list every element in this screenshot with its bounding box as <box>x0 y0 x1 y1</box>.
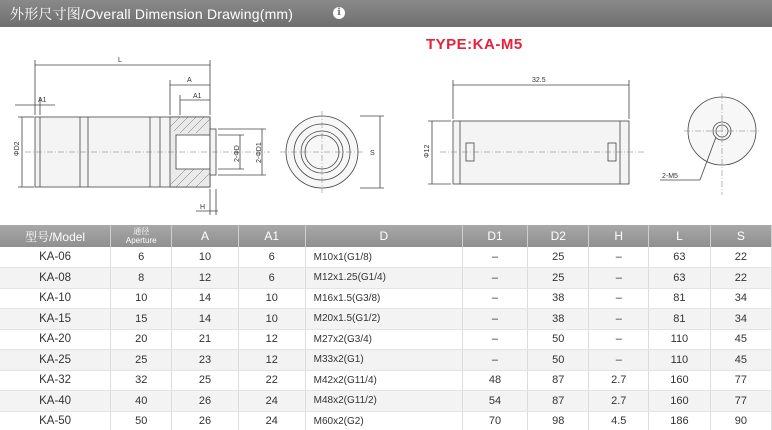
table-row <box>0 329 772 350</box>
cell-a: 12 <box>172 268 239 289</box>
dim-A-label: A <box>187 77 192 84</box>
cell-d1: 48 <box>462 370 527 391</box>
dim-D-label: 2-ΦD <box>234 145 241 162</box>
cell-a: 21 <box>172 329 239 350</box>
cell-a: 10 <box>172 247 239 268</box>
cell-h: – <box>589 268 649 289</box>
cell-model: KA-40 <box>0 391 111 412</box>
cell-a1: 6 <box>238 247 305 268</box>
aperture-bottom-label: Aperture <box>125 236 157 245</box>
dim-A1-label: A1 <box>38 97 47 104</box>
dim-A1-right-label: A1 <box>193 93 202 100</box>
cell-d1: – <box>462 309 527 330</box>
cell-model: KA-32 <box>0 370 111 391</box>
col-header-model: 型号/Model <box>0 225 111 247</box>
cell-model: KA-10 <box>0 288 111 309</box>
cell-aperture: 50 <box>111 411 172 430</box>
cell-d2: 25 <box>528 268 589 289</box>
cell-d: M10x1(G1/8) <box>305 247 462 268</box>
col-header-d2: D2 <box>528 225 589 247</box>
cell-aperture: 6 <box>111 247 172 268</box>
cell-s: 22 <box>710 247 771 268</box>
dim-D2-label: ΦD2 <box>14 141 21 156</box>
cell-aperture: 20 <box>111 329 172 350</box>
cell-h: 2.7 <box>589 391 649 412</box>
cell-d1: 70 <box>462 411 527 430</box>
cell-a1: 12 <box>238 350 305 371</box>
table-body <box>0 247 772 430</box>
cell-aperture: 32 <box>111 370 172 391</box>
cell-h: – <box>589 329 649 350</box>
cell-aperture: 8 <box>111 268 172 289</box>
table-header-row <box>0 225 772 247</box>
info-icon[interactable]: ℹ <box>333 7 345 19</box>
cell-l: 63 <box>649 268 711 289</box>
cell-a: 25 <box>172 370 239 391</box>
cell-d: M60x2(G2) <box>305 411 462 430</box>
cell-l: 186 <box>649 411 711 430</box>
cell-s: 77 <box>710 391 771 412</box>
cell-l: 81 <box>649 309 711 330</box>
end-view-large <box>280 111 384 193</box>
cell-l: 110 <box>649 350 711 371</box>
cell-a1: 10 <box>238 309 305 330</box>
cell-h: – <box>589 350 649 371</box>
cell-h: – <box>589 247 649 268</box>
cell-s: 34 <box>710 288 771 309</box>
cell-d2: 38 <box>528 288 589 309</box>
cell-l: 81 <box>649 288 711 309</box>
spec-table <box>0 225 772 430</box>
dimension-drawing <box>0 27 772 225</box>
cell-d2: 87 <box>528 391 589 412</box>
cell-h: – <box>589 309 649 330</box>
table-row <box>0 350 772 371</box>
table-row <box>0 309 772 330</box>
section-title: 外形尺寸图/Overall Dimension Drawing(mm) <box>10 5 294 22</box>
cell-d: M12x1.25(G1/4) <box>305 268 462 289</box>
cell-d: M42x2(G11/4) <box>305 370 462 391</box>
cell-d1: – <box>462 329 527 350</box>
side-view-large <box>15 60 270 215</box>
cell-d1: 54 <box>462 391 527 412</box>
table-row <box>0 370 772 391</box>
dim-D1-label: 2-ΦD1 <box>256 142 263 163</box>
cell-d2: 38 <box>528 309 589 330</box>
table-row <box>0 288 772 309</box>
cell-aperture: 40 <box>111 391 172 412</box>
cell-model: KA-08 <box>0 268 111 289</box>
side-view-small <box>428 80 645 184</box>
cell-s: 22 <box>710 268 771 289</box>
col-header-aperture <box>111 225 172 247</box>
table-row <box>0 391 772 412</box>
cell-d2: 50 <box>528 350 589 371</box>
col-header-l: L <box>649 225 711 247</box>
cell-d: M16x1.5(G3/8) <box>305 288 462 309</box>
cell-d: M20x1.5(G1/2) <box>305 309 462 330</box>
table-row <box>0 411 772 430</box>
cell-a: 23 <box>172 350 239 371</box>
col-header-h: H <box>589 225 649 247</box>
cell-a: 14 <box>172 309 239 330</box>
cell-d1: – <box>462 268 527 289</box>
section-header <box>0 0 772 27</box>
cell-l: 160 <box>649 370 711 391</box>
cell-a1: 10 <box>238 288 305 309</box>
cell-l: 160 <box>649 391 711 412</box>
dim-L-label: L <box>118 57 122 64</box>
cell-model: KA-20 <box>0 329 111 350</box>
cell-a: 26 <box>172 411 239 430</box>
cell-s: 45 <box>710 350 771 371</box>
col-header-s: S <box>710 225 771 247</box>
aperture-top-label: 通径 <box>133 227 150 236</box>
cell-a: 26 <box>172 391 239 412</box>
cell-model: KA-15 <box>0 309 111 330</box>
cell-model: KA-50 <box>0 411 111 430</box>
cell-model: KA-25 <box>0 350 111 371</box>
cell-aperture: 25 <box>111 350 172 371</box>
col-header-d1: D1 <box>462 225 527 247</box>
dim-H-label: H <box>200 204 206 211</box>
cell-d1: – <box>462 288 527 309</box>
cell-s: 77 <box>710 370 771 391</box>
cell-a1: 24 <box>238 391 305 412</box>
cell-aperture: 15 <box>111 309 172 330</box>
cell-h: 2.7 <box>589 370 649 391</box>
type-label: TYPE:KA-M5 <box>426 36 523 53</box>
col-header-a: A <box>172 225 239 247</box>
cell-d2: 50 <box>528 329 589 350</box>
cell-a1: 6 <box>238 268 305 289</box>
table-row <box>0 268 772 289</box>
cell-d2: 87 <box>528 370 589 391</box>
cell-d: M48x2(G11/2) <box>305 391 462 412</box>
col-header-d: D <box>305 225 462 247</box>
cell-l: 63 <box>649 247 711 268</box>
cell-d2: 98 <box>528 411 589 430</box>
table-row <box>0 247 772 268</box>
cell-model: KA-06 <box>0 247 111 268</box>
dim-m5-label: 2-M5 <box>662 173 678 180</box>
cell-h: – <box>589 288 649 309</box>
cell-a1: 12 <box>238 329 305 350</box>
cell-a1: 22 <box>238 370 305 391</box>
cell-s: 45 <box>710 329 771 350</box>
cell-s: 34 <box>710 309 771 330</box>
dim-S-label: S <box>370 150 375 157</box>
cell-s: 90 <box>710 411 771 430</box>
cell-h: 4.5 <box>589 411 649 430</box>
cell-d1: – <box>462 247 527 268</box>
dim-32-5-label: 32.5 <box>532 77 546 84</box>
cell-d1: – <box>462 350 527 371</box>
col-header-a1: A1 <box>238 225 305 247</box>
cell-a1: 24 <box>238 411 305 430</box>
cell-aperture: 10 <box>111 288 172 309</box>
cell-a: 14 <box>172 288 239 309</box>
cell-d: M33x2(G1) <box>305 350 462 371</box>
cell-l: 110 <box>649 329 711 350</box>
dim-phi12-label: Φ12 <box>424 144 431 158</box>
cell-d: M27x2(G3/4) <box>305 329 462 350</box>
cell-d2: 25 <box>528 247 589 268</box>
